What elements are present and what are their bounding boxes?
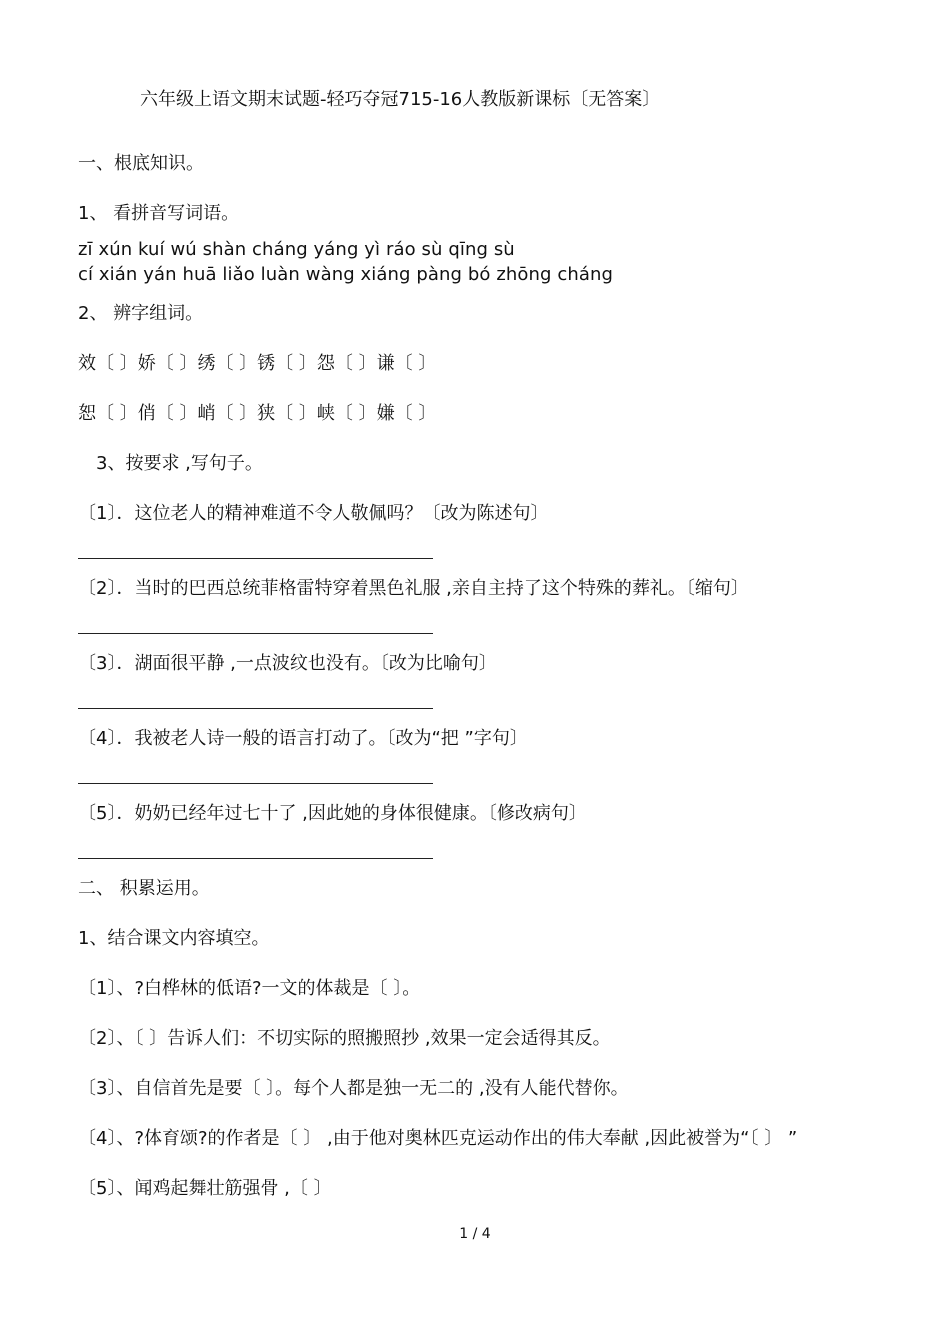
- s2-q1-item-5: 〔5〕、闻鸡起舞壮筋强骨 ,〔 〕: [78, 1178, 332, 1199]
- q3-item-4: 〔4〕．我被老人诗一般的语言打动了。〔改为“把 ”字句〕: [78, 728, 528, 749]
- s2-q1-label: 1、结合课文内容填空。: [78, 928, 270, 949]
- q3-item-1: 〔1〕．这位老人的精神难道不令人敬佩吗？〔改为陈述句〕: [78, 503, 549, 524]
- s2-q1-item-2: 〔2〕、〔 〕告诉人们：不切实际的照搬照抄 ,效果一定会适得其反。: [78, 1028, 611, 1049]
- q3-item-2: 〔2〕．当时的巴西总统菲格雷特穿着黑色礼服 ,亲自主持了这个特殊的葬礼。〔缩句〕: [78, 578, 749, 599]
- pinyin-line-1: zī xún kuí wú shàn cháng yáng yì ráo sù qīng sù: [78, 239, 515, 260]
- s2-q1-item-1: 〔1〕、?白桦林的低语?一文的体裁是〔 〕。: [78, 978, 421, 999]
- answer-line-3[interactable]: [78, 708, 433, 709]
- section1-heading: 一、根底知识。: [78, 153, 204, 174]
- s2-q1-item-3: 〔3〕、自信首先是要〔 〕。每个人都是独一无二的 ,没有人能代替你。: [78, 1078, 629, 1099]
- q1-label: 1、 看拼音写词语。: [78, 203, 240, 224]
- pinyin-line-2: cí xián yán huā liǎo luàn wàng xiáng pàng bó zhōng cháng: [78, 264, 614, 285]
- q2-label: 2、 辨字组词。: [78, 303, 204, 324]
- q3-item-3: 〔3〕．湖面很平静 ,一点波纹也没有。〔改为比喻句〕: [78, 653, 497, 674]
- char-row-2: 恕〔 〕俏〔 〕峭〔 〕狭〔 〕峡〔 〕嫌〔 〕: [78, 403, 437, 424]
- q3-item-5: 〔5〕．奶奶已经年过七十了 ,因此她的身体很健康。〔修改病句〕: [78, 803, 587, 824]
- page-number: 1 / 4: [459, 1226, 491, 1242]
- q3-label: 3、按要求 ,写句子。: [96, 453, 263, 474]
- section2-heading: 二、 积累运用。: [78, 878, 210, 899]
- answer-line-1[interactable]: [78, 558, 433, 559]
- char-row-1: 效〔 〕娇〔 〕绣〔 〕锈〔 〕怨〔 〕谦〔 〕: [78, 353, 437, 374]
- s2-q1-item-4: 〔4〕、?体育颂?的作者是〔 〕 ,由于他对奥林匹克运动作出的伟大奉献 ,因此被誉为“〔 〕 ”: [78, 1128, 798, 1149]
- answer-line-2[interactable]: [78, 633, 433, 634]
- answer-line-4[interactable]: [78, 783, 433, 784]
- document-title: 六年级上语文期末试题-轻巧夺冠715-16人教版新课标〔无答案〕: [140, 89, 661, 110]
- answer-line-5[interactable]: [78, 858, 433, 859]
